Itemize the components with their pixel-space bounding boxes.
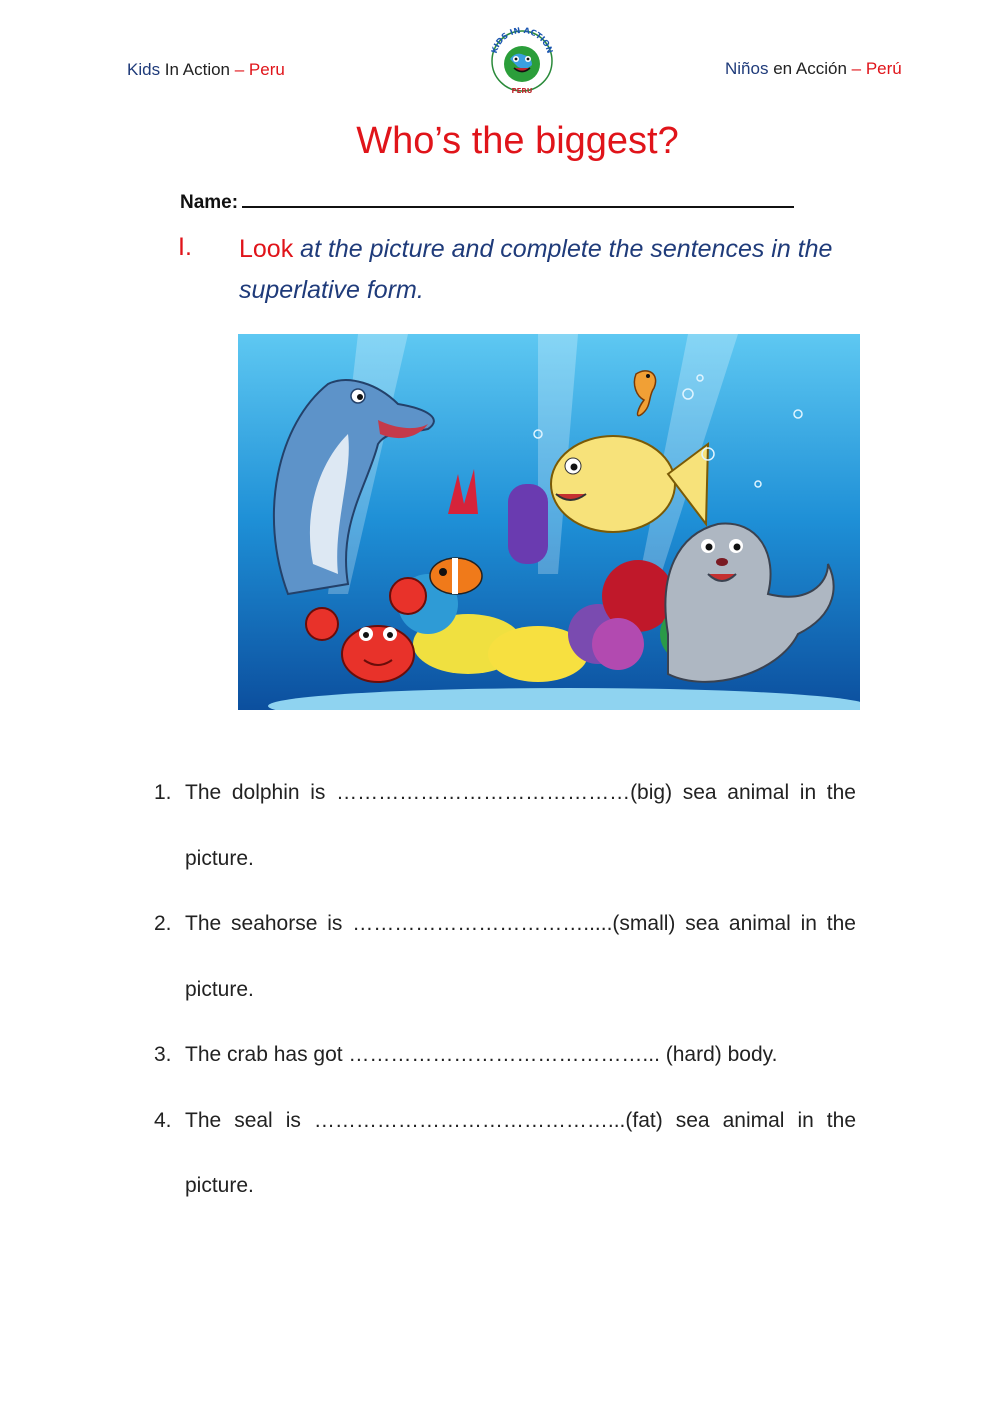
question-number: 4. xyxy=(154,1108,172,1132)
header-right-country: – Perú xyxy=(851,59,902,78)
header-left-country: – Peru xyxy=(234,60,285,79)
header-right-kids: Niños xyxy=(725,59,769,78)
question-4 xyxy=(154,1088,856,1219)
clownfish-figure xyxy=(430,558,482,594)
question-number: 1. xyxy=(154,781,172,804)
question-number: 2. xyxy=(154,912,172,935)
question-3 xyxy=(154,1022,856,1088)
question-list xyxy=(154,760,856,1219)
logo-arc-text: KIDS IN ACTION xyxy=(489,25,555,55)
logo-bottom-text: PERU xyxy=(511,87,533,95)
header-left-middle: In Action xyxy=(160,60,235,79)
kids-in-action-logo xyxy=(478,19,566,109)
question-1 xyxy=(154,760,856,891)
instruction-number: I. xyxy=(178,233,192,261)
header-right xyxy=(725,59,902,79)
worksheet-title: Who’s the biggest? xyxy=(356,120,679,162)
question-text: The dolphin is ……………………………………(big) sea animal in the picture. xyxy=(185,781,856,870)
question-text: The crab has got ……………………………………... (hard) body. xyxy=(185,1043,778,1066)
header-right-middle: en Acción xyxy=(768,59,852,78)
name-row xyxy=(180,186,794,214)
question-2 xyxy=(154,891,856,1022)
instruction-rest: at the picture and complete the sentences in the superlative form. xyxy=(239,235,833,304)
sea-animals-picture xyxy=(238,334,860,710)
header-left xyxy=(127,60,285,80)
instruction-text xyxy=(239,229,859,311)
question-text: The seal is ……………………………………...(fat) sea animal in the picture. xyxy=(185,1108,856,1197)
question-number: 3. xyxy=(154,1043,172,1066)
instruction-look: Look xyxy=(239,235,294,263)
header-left-kids: Kids xyxy=(127,60,161,79)
name-label: Name: xyxy=(180,192,239,213)
question-text: The seahorse is …………………………….....(small) sea animal in the picture. xyxy=(185,912,856,1001)
name-blank[interactable] xyxy=(242,186,794,208)
